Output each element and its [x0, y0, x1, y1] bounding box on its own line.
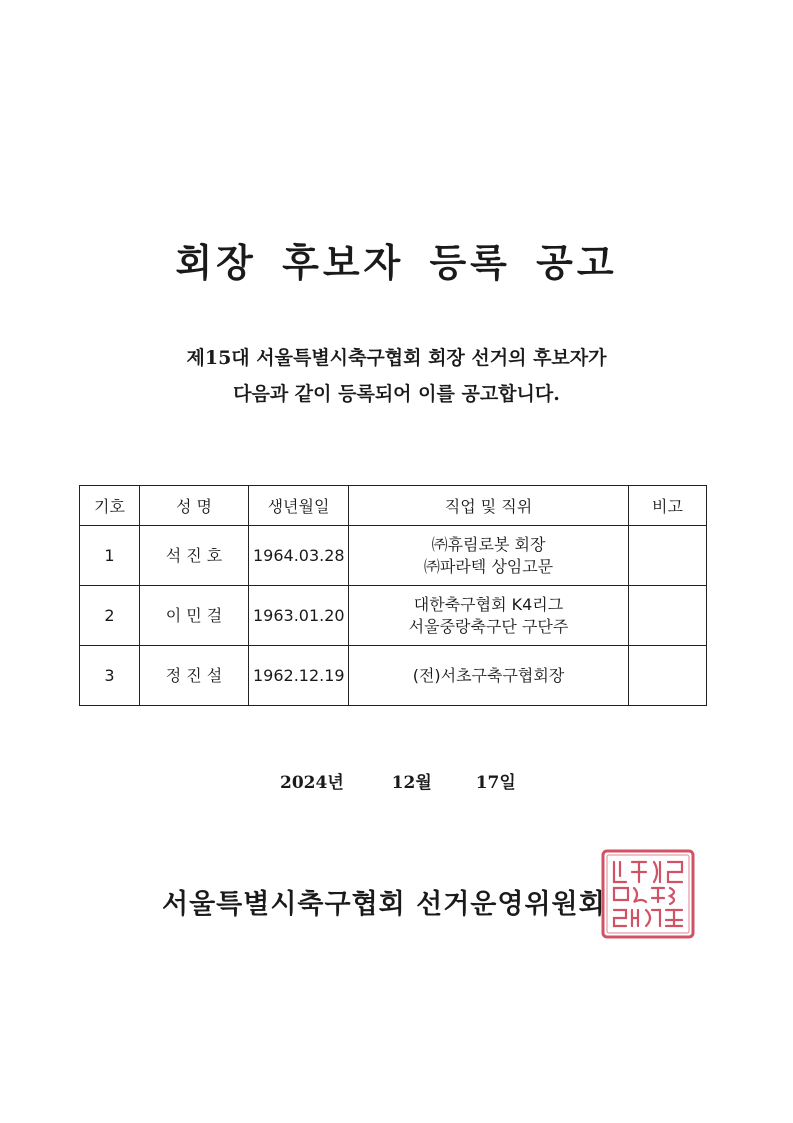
candidate-name: 석 진 호: [140, 526, 249, 586]
header-birthdate: 생년월일: [249, 486, 349, 526]
occupation-line: 대한축구협회 K4리그: [413, 594, 564, 614]
candidate-number: 2: [80, 586, 140, 646]
candidate-occupation: [349, 526, 629, 586]
occupation-line: 서울중랑축구단 구단주: [408, 616, 569, 636]
candidate-remarks: [629, 526, 707, 586]
candidate-name: 정 진 설: [140, 646, 249, 706]
date-year: 2024년: [280, 773, 344, 793]
candidate-birthdate: 1962.12.19: [249, 646, 349, 706]
header-name: 성 명: [140, 486, 249, 526]
announcement-text: [0, 340, 793, 412]
announcement-date: [280, 768, 516, 793]
table-row: [80, 526, 707, 586]
candidate-number: 1: [80, 526, 140, 586]
occupation-line: ㈜휴림로봇 회장: [431, 534, 546, 554]
date-month: 12월: [391, 773, 432, 793]
header-remarks: 비고: [629, 486, 707, 526]
date-day: 17일: [475, 773, 516, 793]
organization-name: 서울특별시축구협회 선거운영위원회: [162, 889, 606, 920]
candidate-occupation: [349, 646, 629, 706]
table-row: [80, 586, 707, 646]
table-row: [80, 646, 707, 706]
occupation-line: ㈜파라텍 상임고문: [423, 556, 554, 576]
official-seal-icon: [600, 848, 696, 940]
candidate-birthdate: 1964.03.28: [249, 526, 349, 586]
candidate-remarks: [629, 586, 707, 646]
candidate-remarks: [629, 646, 707, 706]
candidate-occupation: [349, 586, 629, 646]
candidate-birthdate: 1963.01.20: [249, 586, 349, 646]
page-title: 회장 후보자 등록 공고: [175, 240, 618, 285]
header-occupation: 직업 및 직위: [349, 486, 629, 526]
candidate-name: 이 민 걸: [140, 586, 249, 646]
candidate-table: [79, 485, 707, 706]
table-header-row: [80, 486, 707, 526]
occupation-line: (전)서초구축구협회장: [412, 665, 565, 685]
candidate-number: 3: [80, 646, 140, 706]
announcement-line-2: 다음과 같이 등록되어 이를 공고합니다.: [233, 383, 560, 405]
header-number: 기호: [80, 486, 140, 526]
announcement-line-1: 제15대 서울특별시축구협회 회장 선거의 후보자가: [186, 347, 607, 369]
